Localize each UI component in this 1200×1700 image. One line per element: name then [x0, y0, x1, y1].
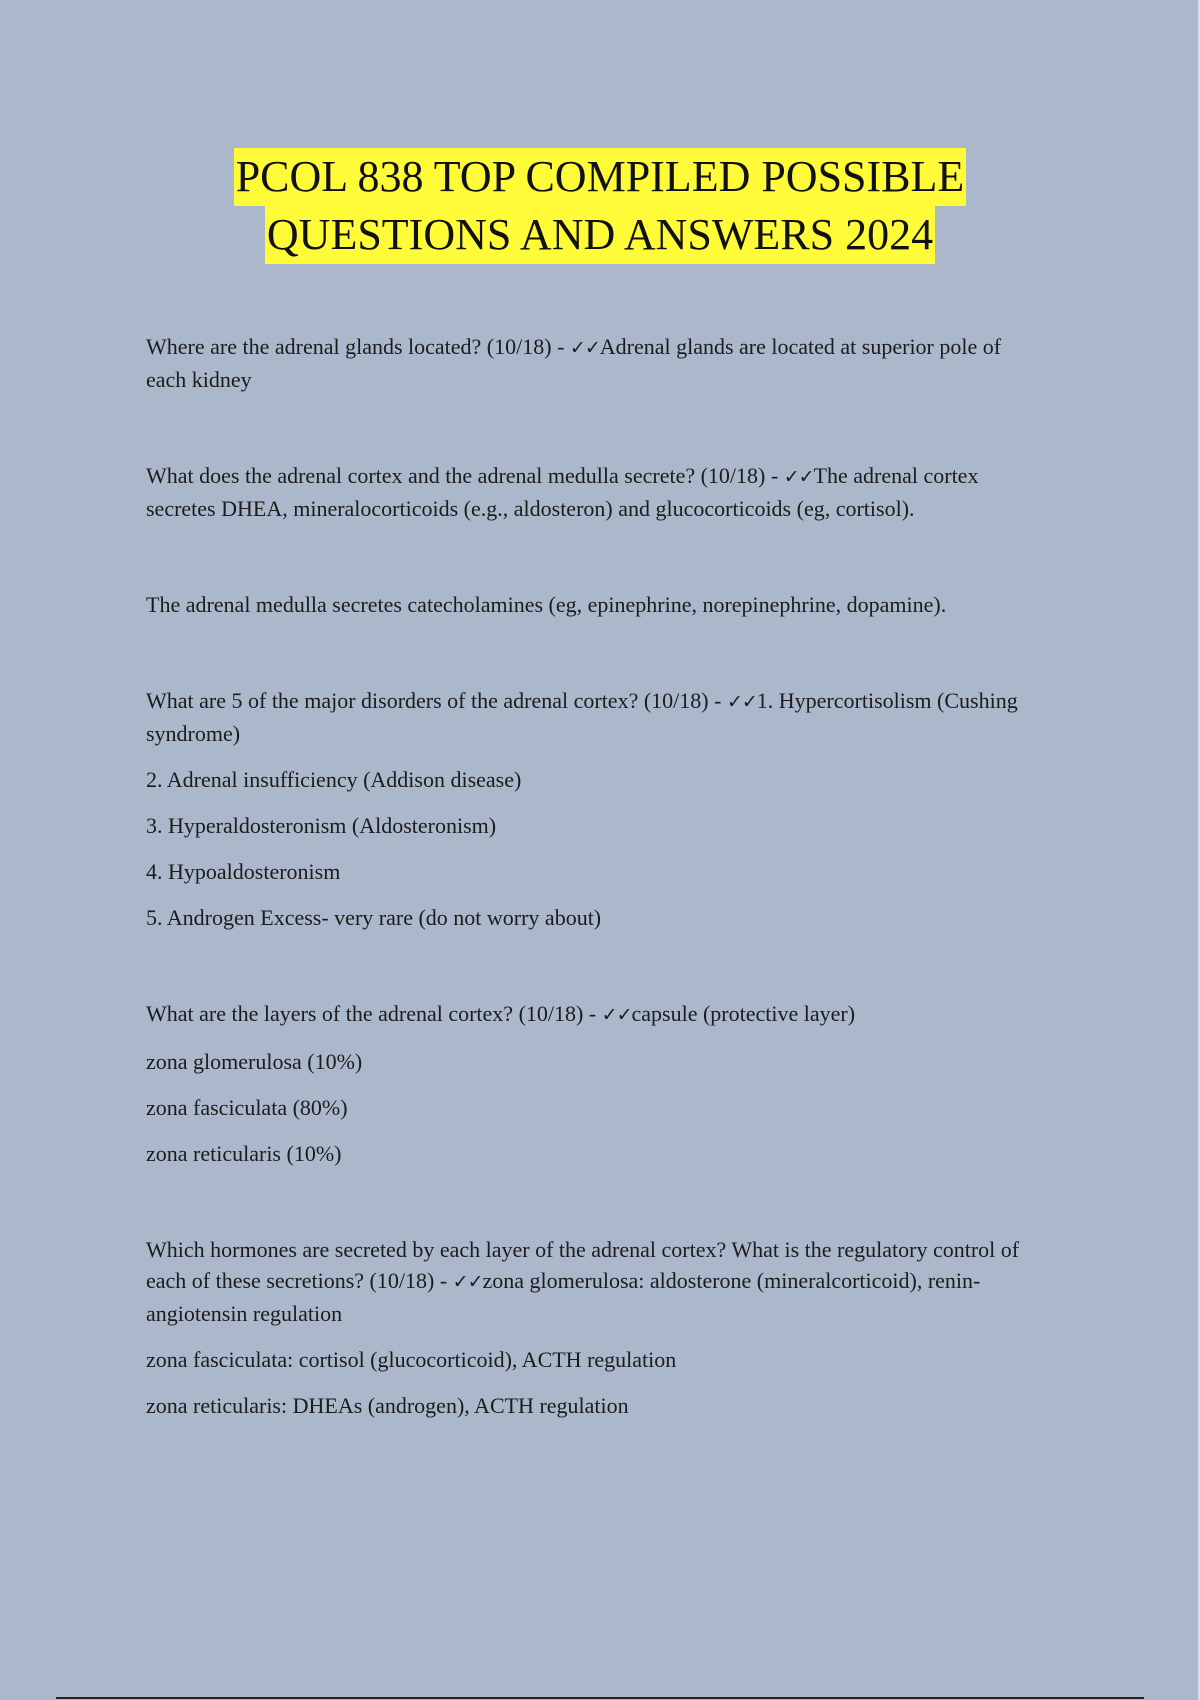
- question-text: What are the layers of the adrenal cortex? (10/18) -: [146, 1001, 602, 1026]
- qa-item: [146, 1234, 1026, 1421]
- qa-item: [146, 589, 1026, 620]
- double-check-icon: ✓✓: [783, 466, 814, 488]
- qa-item: [146, 460, 1026, 524]
- answer-text: The adrenal cortex secretes DHEA, mineralocorticoids (e.g., aldosteron) and glucocorticoids (eg, cortisol).: [146, 463, 979, 521]
- question-text: What does the adrenal cortex and the adrenal medulla secrete? (10/18) -: [146, 463, 784, 488]
- double-check-icon: ✓✓: [601, 1004, 632, 1026]
- answer-line: 3. Hyperaldosteronism (Aldosteronism): [146, 813, 497, 838]
- qa-first-line: [146, 1234, 1026, 1329]
- qa-first-line: [146, 460, 1026, 524]
- qa-content: [146, 331, 1026, 1486]
- qa-item: [146, 331, 1026, 395]
- answer-line: 5. Androgen Excess- very rare (do not worry about): [146, 905, 602, 930]
- qa-first-line: [146, 589, 1026, 620]
- answer-text: zona glomerulosa: aldosterone (mineralcorticoid), renin-angiotensin regulation: [146, 1268, 981, 1326]
- answer-line: zona fasciculata (80%): [146, 1095, 348, 1120]
- answer-line: zona reticularis: DHEAs (androgen), ACTH regulation: [146, 1393, 629, 1418]
- qa-item: [146, 685, 1026, 933]
- qa-first-line: [146, 685, 1026, 749]
- footer-divider: [56, 1697, 1144, 1699]
- answer-line: zona glomerulosa (10%): [146, 1049, 363, 1074]
- double-check-icon: ✓✓: [452, 1271, 483, 1293]
- question-text: Which hormones are secreted by each layer of the adrenal cortex? What is the regulatory control of each of these secretions? (10/18) -: [146, 1237, 1020, 1293]
- title-line-1: PCOL 838 TOP COMPILED POSSIBLE: [234, 148, 967, 206]
- double-check-icon: ✓✓: [726, 691, 757, 713]
- document-title: [0, 148, 1200, 264]
- answer-line: zona reticularis (10%): [146, 1141, 342, 1166]
- answer-text: 1. Hypercortisolism (Cushing syndrome): [146, 688, 1018, 746]
- question-text: Where are the adrenal glands located? (10/18) -: [146, 334, 570, 359]
- answer-text: The adrenal medulla secretes catecholamines (eg, epinephrine, norepinephrine, dopamine).: [146, 592, 947, 617]
- question-text: What are 5 of the major disorders of the adrenal cortex? (10/18) -: [146, 688, 727, 713]
- qa-first-line: [146, 998, 1026, 1031]
- answer-line: 2. Adrenal insufficiency (Addison disease): [146, 767, 522, 792]
- answer-line: 4. Hypoaldosteronism: [146, 859, 341, 884]
- answer-text: Adrenal glands are located at superior pole of each kidney: [146, 334, 1002, 392]
- title-line-2: QUESTIONS AND ANSWERS 2024: [265, 206, 935, 264]
- double-check-icon: ✓✓: [569, 337, 600, 359]
- answer-text: capsule (protective layer): [631, 1001, 856, 1026]
- qa-first-line: [146, 331, 1026, 395]
- qa-item: [146, 998, 1026, 1169]
- answer-line: zona fasciculata: cortisol (glucocorticoid), ACTH regulation: [146, 1347, 677, 1372]
